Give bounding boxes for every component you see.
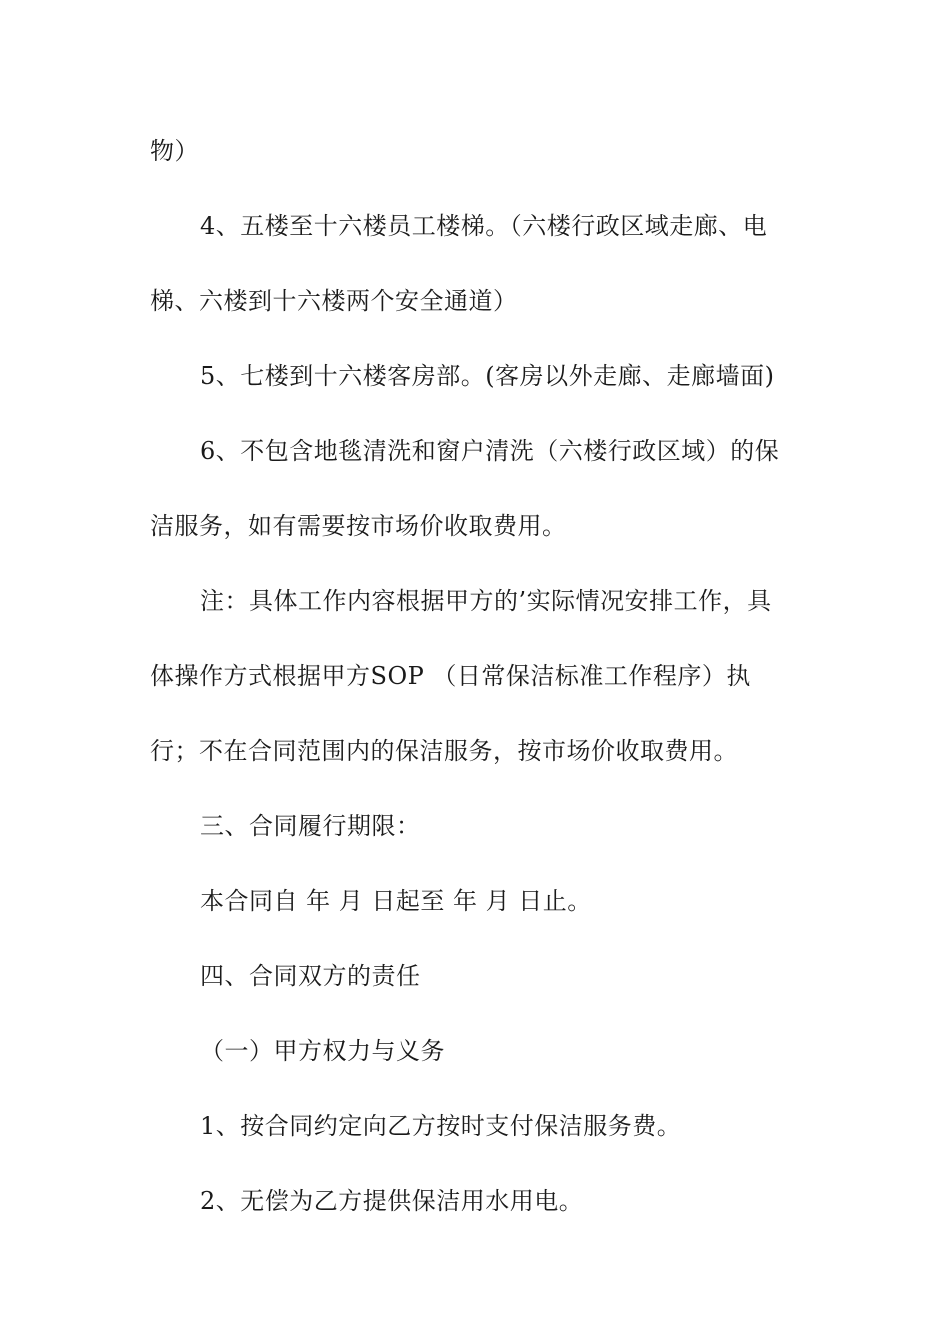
section-heading: 三、合同履行期限： — [200, 812, 421, 840]
text-line: 物） — [150, 137, 199, 165]
text-line: 5、七楼到十六楼客房部。(客房以外走廊、走廊墙面) — [200, 362, 775, 390]
section-heading: 四、合同双方的责任 — [200, 962, 421, 990]
text-line: 洁服务，如有需要按市场价收取费用。 — [150, 512, 567, 540]
text-line: 行；不在合同范围内的保洁服务，按市场价收取费用。 — [150, 737, 738, 765]
text-line: 2、无偿为乙方提供保洁用水用电。 — [200, 1187, 584, 1215]
text-line: 6、不包含地毯清洗和窗户清洗（六楼行政区域）的保 — [200, 437, 780, 465]
text-line: 体操作方式根据甲方SOP （日常保洁标准工作程序）执 — [150, 662, 751, 690]
text-line: 4、五楼至十六楼员工楼梯。（六楼行政区域走廊、电 — [200, 212, 768, 240]
subsection-heading: （一）甲方权力与义务 — [200, 1037, 445, 1065]
text-line: 注：具体工作内容根据甲方的’实际情况安排工作，具 — [200, 587, 772, 615]
text-line: 本合同自 年 月 日起至 年 月 日止。 — [200, 887, 592, 915]
text-line: 1、按合同约定向乙方按时支付保洁服务费。 — [200, 1112, 682, 1140]
text-line: 梯、六楼到十六楼两个安全通道） — [150, 287, 518, 315]
